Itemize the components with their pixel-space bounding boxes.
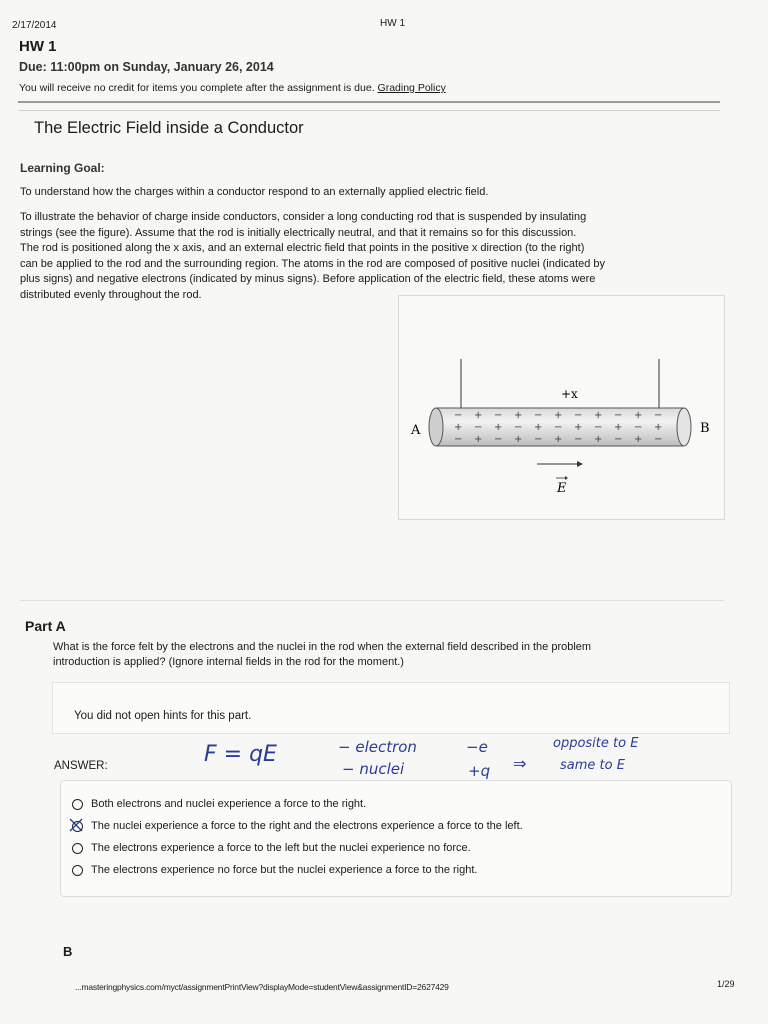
learning-goal-label: Learning Goal: xyxy=(20,161,105,175)
header-divider-secondary xyxy=(18,110,720,111)
charge-sign: − xyxy=(574,434,583,445)
option-4[interactable] xyxy=(72,864,477,876)
option-label: The electrons experience no force but the nuclei experience a force to the right. xyxy=(91,864,478,876)
part-divider xyxy=(20,600,724,601)
handwritten-opposite: opposite to E xyxy=(553,736,639,751)
rod-end-right xyxy=(677,408,691,446)
intro-line: plus signs) and negative electrons (indicated by minus signs). Before application of the electric field, these atoms were xyxy=(20,273,596,285)
charge-sign: + xyxy=(474,434,483,445)
handwritten-electron: − electron xyxy=(338,738,417,756)
charge-sign: − xyxy=(594,422,603,433)
question-line: introduction is applied? (Ignore internal fields in the rod for the moment.) xyxy=(53,656,404,668)
charge-sign: + xyxy=(514,434,523,445)
charge-sign: − xyxy=(534,410,543,421)
intro-line: distributed evenly throughout the rod. xyxy=(20,288,202,301)
charge-sign: + xyxy=(534,422,543,433)
charge-sign: − xyxy=(514,422,523,433)
charge-sign: − xyxy=(654,410,663,421)
charge-sign: + xyxy=(514,410,523,421)
charge-sign: − xyxy=(654,434,663,445)
label-b: B xyxy=(700,421,710,436)
field-vector-bar-head xyxy=(565,476,568,480)
handwritten-nuclei: − nuclei xyxy=(342,760,405,778)
handwritten-implies: ⇒ xyxy=(513,754,527,773)
hint-status-text: You did not open hints for this part. xyxy=(74,710,252,722)
handwritten-same: same to E xyxy=(560,758,625,773)
charge-sign: + xyxy=(474,410,483,421)
charge-sign: − xyxy=(474,422,483,433)
charge-sign: + xyxy=(454,422,463,433)
option-label: The nuclei experience a force to the right and the electrons experience a force to the left. xyxy=(91,820,523,832)
header-divider xyxy=(18,101,720,103)
option-label: The electrons experience a force to the left but the nuclei experience no force. xyxy=(91,842,471,854)
handwritten-formula: F = qE xyxy=(204,742,277,767)
conducting-rod-figure xyxy=(398,295,725,520)
charge-sign: + xyxy=(494,422,503,433)
charge-sign: + xyxy=(574,422,583,433)
handwritten-check-icon xyxy=(68,817,84,833)
rod-end-left xyxy=(429,408,443,446)
intro-line: The rod is positioned along the x axis, and an external electric field that points in the positive x direction (to the right) xyxy=(20,242,585,254)
handwritten-nucleus-charge: +q xyxy=(468,762,491,780)
grading-policy-link[interactable]: Grading Policy xyxy=(377,82,446,94)
print-date: 2/17/2014 xyxy=(12,20,57,31)
charge-sign: + xyxy=(614,422,623,433)
label-a: A xyxy=(411,423,421,438)
option-3[interactable] xyxy=(72,842,471,854)
answer-label: ANSWER: xyxy=(54,760,108,772)
part-b-title: B xyxy=(63,944,73,959)
intro-line: To illustrate the behavior of charge inside conductors, consider a long conducting rod that is suspended by insulating xyxy=(20,211,587,223)
option-label: Both electrons and nuclei experience a force to the right. xyxy=(91,798,367,810)
print-header-title: HW 1 xyxy=(380,18,405,29)
charge-sign: − xyxy=(614,410,623,421)
option-2[interactable] xyxy=(72,820,523,832)
page-url: ...masteringphysics.com/myct/assignmentPrintView?displayMode=studentView&assignmentID=2627429 xyxy=(75,982,449,992)
rod-diagram xyxy=(399,296,724,519)
handwritten-electron-charge: −e xyxy=(466,738,488,756)
radio-button[interactable] xyxy=(72,799,83,810)
radio-button[interactable] xyxy=(72,843,83,854)
credit-notice-text: You will receive no credit for items you complete after the assignment is due. xyxy=(19,82,375,94)
charge-sign: + xyxy=(634,434,643,445)
charge-sign: − xyxy=(494,410,503,421)
charge-sign: + xyxy=(634,410,643,421)
charge-sign: − xyxy=(554,422,563,433)
page-number: 1/29 xyxy=(717,979,735,989)
charge-sign: − xyxy=(534,434,543,445)
radio-button[interactable] xyxy=(72,865,83,876)
assignment-title: HW 1 xyxy=(19,38,57,55)
charge-sign: + xyxy=(654,422,663,433)
axis-label: +x xyxy=(561,387,578,401)
charge-sign: + xyxy=(594,434,603,445)
charge-sign: + xyxy=(554,434,563,445)
charge-sign: + xyxy=(554,410,563,421)
charge-sign: − xyxy=(494,434,503,445)
hint-box xyxy=(52,682,730,734)
charge-sign: − xyxy=(454,434,463,445)
part-a-title: Part A xyxy=(25,618,66,634)
charge-sign: − xyxy=(614,434,623,445)
learning-goal-text: To understand how the charges within a conductor respond to an externally applied electric field. xyxy=(20,186,489,198)
problem-intro xyxy=(20,210,720,303)
credit-notice xyxy=(19,82,446,94)
charge-sign: − xyxy=(454,410,463,421)
due-date: Due: 11:00pm on Sunday, January 26, 2014 xyxy=(19,60,274,74)
option-1[interactable] xyxy=(72,798,366,810)
charge-sign: + xyxy=(594,410,603,421)
question-line: What is the force felt by the electrons and the nuclei in the rod when the external field described in the problem xyxy=(53,641,592,653)
intro-line: strings (see the figure). Assume that the rod is initially electrically neutral, and that it remains so for this discussion. xyxy=(20,226,577,239)
radio-button-selected[interactable] xyxy=(72,821,83,832)
field-label: E xyxy=(557,481,567,496)
charge-sign: − xyxy=(634,422,643,433)
field-arrow-head xyxy=(577,461,583,467)
problem-title: The Electric Field inside a Conductor xyxy=(34,119,304,137)
charge-sign: − xyxy=(574,410,583,421)
intro-line: can be applied to the rod and the surrounding region. The atoms in the rod are composed of positive nuclei (indicated by xyxy=(20,257,605,270)
part-a-question xyxy=(53,640,713,670)
